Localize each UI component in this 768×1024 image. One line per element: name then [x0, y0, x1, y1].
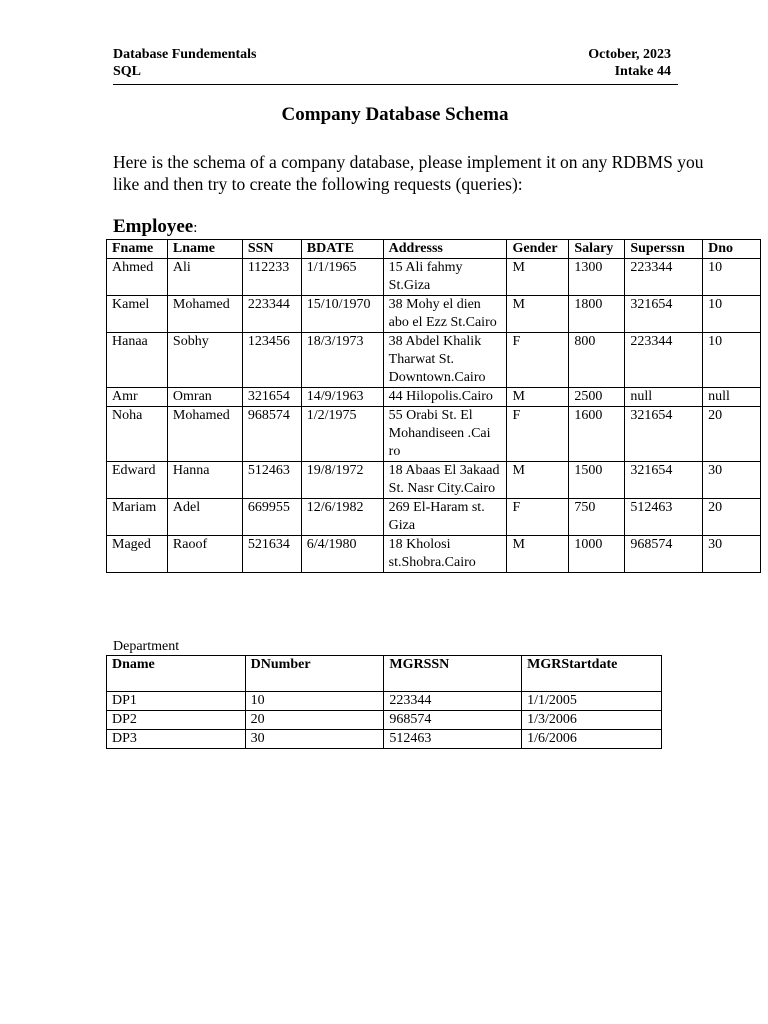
table-cell: 968574 — [242, 407, 301, 462]
table-cell: F — [507, 333, 569, 388]
department-column-header: MGRSSN — [384, 656, 522, 692]
table-cell: Mohamed — [167, 407, 242, 462]
table-cell: 20 — [703, 499, 761, 536]
employee-column-header: BDATE — [301, 240, 383, 259]
table-row — [107, 296, 761, 333]
table-row — [107, 730, 662, 749]
department-label: Department — [113, 639, 180, 654]
table-cell: Mariam — [107, 499, 168, 536]
table-cell: 15/10/1970 — [301, 296, 383, 333]
table-cell: 55 Orabi St. El Mohandiseen .Cai ro — [383, 407, 507, 462]
table-cell: 1300 — [569, 259, 625, 296]
table-cell: M — [507, 462, 569, 499]
table-row — [107, 692, 662, 711]
table-cell: Ali — [167, 259, 242, 296]
table-cell: Hanaa — [107, 333, 168, 388]
table-cell: 223344 — [625, 259, 703, 296]
table-cell: 1500 — [569, 462, 625, 499]
table-cell: 20 — [245, 711, 384, 730]
course-topic: SQL — [113, 64, 142, 79]
table-cell: 223344 — [625, 333, 703, 388]
table-cell: 512463 — [242, 462, 301, 499]
table-cell: DP1 — [107, 692, 246, 711]
table-cell: 321654 — [625, 407, 703, 462]
header-date: October, 2023 — [588, 47, 671, 62]
table-cell: 2500 — [569, 388, 625, 407]
intro-paragraph: Here is the schema of a company database, please implement it on any RDBMS you like and then try to create the following requests (queries): — [113, 152, 704, 194]
header-intake: Intake 44 — [614, 64, 671, 79]
table-cell: 44 Hilopolis.Cairo — [383, 388, 507, 407]
table-row — [107, 388, 761, 407]
table-cell: Amr — [107, 388, 168, 407]
table-row — [107, 462, 761, 499]
table-cell: Noha — [107, 407, 168, 462]
employee-column-header: SSN — [242, 240, 301, 259]
employee-header-row — [107, 240, 761, 259]
table-cell: 1/3/2006 — [522, 711, 662, 730]
employee-column-header: Dno — [703, 240, 761, 259]
table-cell: 968574 — [384, 711, 522, 730]
table-cell: 30 — [245, 730, 384, 749]
table-cell: 1600 — [569, 407, 625, 462]
table-cell: 321654 — [625, 296, 703, 333]
table-cell: 1/1/2005 — [522, 692, 662, 711]
employee-column-header: Superssn — [625, 240, 703, 259]
employee-table — [106, 239, 761, 573]
table-cell: 18/3/1973 — [301, 333, 383, 388]
table-cell: 269 El-Haram st. Giza — [383, 499, 507, 536]
table-row — [107, 711, 662, 730]
table-cell: 1/6/2006 — [522, 730, 662, 749]
table-cell: 800 — [569, 333, 625, 388]
table-cell: M — [507, 296, 569, 333]
table-row — [107, 407, 761, 462]
employee-heading: Employee: — [113, 216, 198, 237]
table-cell: 14/9/1963 — [301, 388, 383, 407]
table-row — [107, 499, 761, 536]
table-cell: 10 — [703, 259, 761, 296]
table-cell: 223344 — [384, 692, 522, 711]
table-cell: 38 Abdel Khalik Tharwat St. Downtown.Cairo — [383, 333, 507, 388]
table-cell: Maged — [107, 536, 168, 573]
department-header-row — [107, 656, 662, 692]
employee-column-header: Salary — [569, 240, 625, 259]
document-title: Company Database Schema — [281, 104, 509, 125]
table-cell: 321654 — [625, 462, 703, 499]
table-cell: 512463 — [625, 499, 703, 536]
table-cell: Raoof — [167, 536, 242, 573]
table-cell: null — [625, 388, 703, 407]
table-cell: 10 — [703, 333, 761, 388]
table-cell: 30 — [703, 536, 761, 573]
table-cell: 18 Kholosi st.Shobra.Cairo — [383, 536, 507, 573]
table-cell: F — [507, 407, 569, 462]
department-body — [107, 692, 662, 749]
table-cell: 1000 — [569, 536, 625, 573]
department-column-header: MGRStartdate — [522, 656, 662, 692]
table-cell: 750 — [569, 499, 625, 536]
table-cell: 321654 — [242, 388, 301, 407]
table-cell: 20 — [703, 407, 761, 462]
table-cell: 1/2/1975 — [301, 407, 383, 462]
table-cell: Ahmed — [107, 259, 168, 296]
table-cell: M — [507, 259, 569, 296]
table-cell: 15 Ali fahmy St.Giza — [383, 259, 507, 296]
table-row — [107, 333, 761, 388]
table-cell: 223344 — [242, 296, 301, 333]
table-cell: DP2 — [107, 711, 246, 730]
course-name: Database Fundementals — [113, 47, 257, 62]
department-column-header: Dname — [107, 656, 246, 692]
table-cell: Sobhy — [167, 333, 242, 388]
table-cell: Omran — [167, 388, 242, 407]
employee-column-header: Gender — [507, 240, 569, 259]
table-cell: Mohamed — [167, 296, 242, 333]
table-cell: 6/4/1980 — [301, 536, 383, 573]
department-column-header: DNumber — [245, 656, 384, 692]
employee-column-header: Addresss — [383, 240, 507, 259]
table-cell: Hanna — [167, 462, 242, 499]
department-table — [106, 655, 662, 749]
table-cell: M — [507, 388, 569, 407]
employee-heading-text: Employee — [113, 216, 194, 237]
table-cell: 123456 — [242, 333, 301, 388]
table-cell: 30 — [703, 462, 761, 499]
table-cell: Adel — [167, 499, 242, 536]
table-cell: 19/8/1972 — [301, 462, 383, 499]
table-cell: null — [703, 388, 761, 407]
table-cell: M — [507, 536, 569, 573]
table-cell: 1800 — [569, 296, 625, 333]
employee-column-header: Fname — [107, 240, 168, 259]
table-cell: DP3 — [107, 730, 246, 749]
table-cell: Kamel — [107, 296, 168, 333]
table-row — [107, 259, 761, 296]
table-cell: 512463 — [384, 730, 522, 749]
table-cell: 10 — [703, 296, 761, 333]
table-cell: 12/6/1982 — [301, 499, 383, 536]
table-cell: 112233 — [242, 259, 301, 296]
table-cell: 38 Mohy el dien abo el Ezz St.Cairo — [383, 296, 507, 333]
table-cell: 1/1/1965 — [301, 259, 383, 296]
table-cell: 968574 — [625, 536, 703, 573]
employee-body — [107, 259, 761, 573]
table-cell: 669955 — [242, 499, 301, 536]
page-header — [113, 46, 678, 85]
table-cell: 521634 — [242, 536, 301, 573]
table-cell: 10 — [245, 692, 384, 711]
table-cell: F — [507, 499, 569, 536]
table-cell: Edward — [107, 462, 168, 499]
table-cell: 18 Abaas El 3akaad St. Nasr City.Cairo — [383, 462, 507, 499]
table-row — [107, 536, 761, 573]
employee-column-header: Lname — [167, 240, 242, 259]
